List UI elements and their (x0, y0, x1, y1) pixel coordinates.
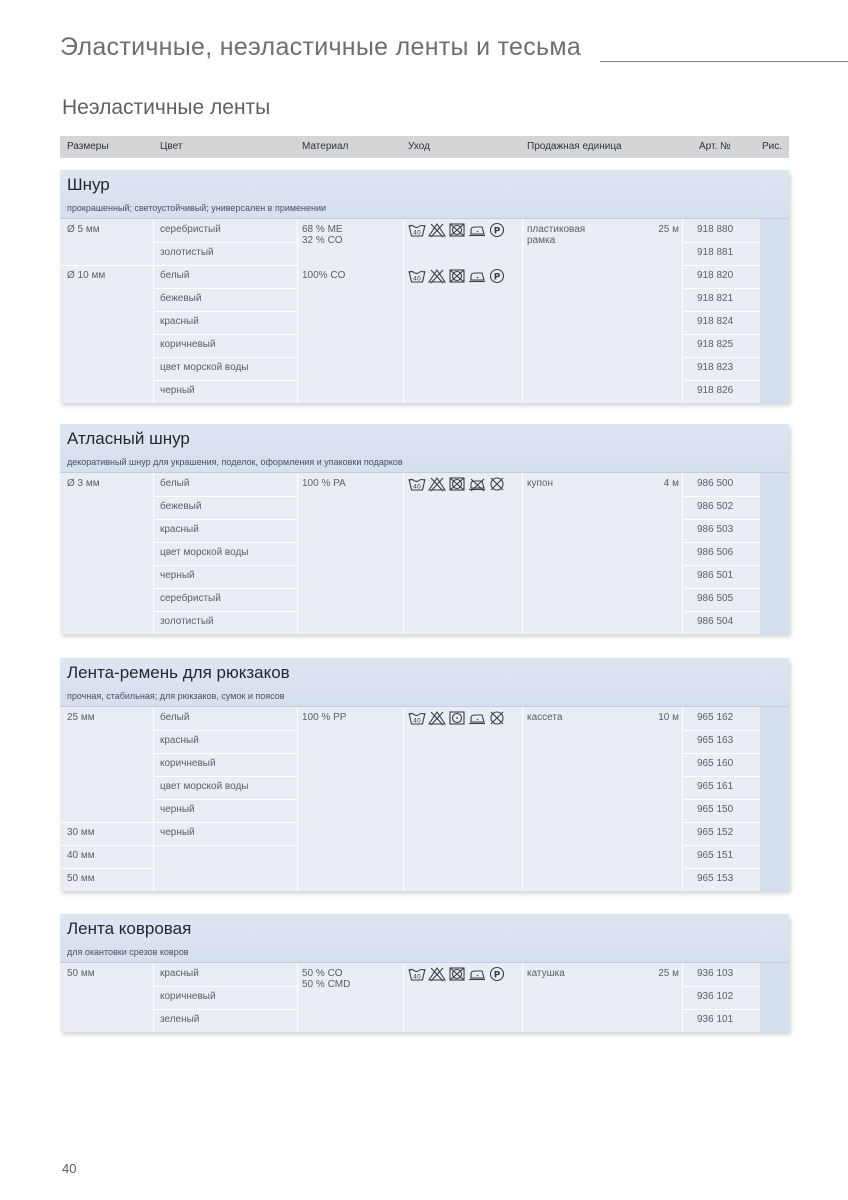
table-header (60, 136, 789, 158)
row-separator (154, 542, 297, 543)
svg-text:40: 40 (413, 717, 421, 725)
color-cell: бежевый (160, 293, 202, 304)
row-separator (60, 845, 153, 846)
row-separator (683, 311, 760, 312)
product-description: для окантовки срезов ковров (67, 947, 189, 957)
table-row (60, 496, 789, 519)
product-header (60, 424, 789, 473)
no-bleach-icon (428, 268, 446, 284)
table-row (60, 845, 789, 868)
product-block-satin-cord (60, 424, 789, 634)
article-number: 918 824 (697, 316, 734, 327)
iron-icon (468, 710, 486, 726)
row-separator (154, 1009, 297, 1010)
product-description: декоративный шнур для украшения, поделок, оформления и упаковки подарков (67, 457, 403, 467)
tumble-dry-icon (448, 710, 466, 726)
row-separator (683, 565, 760, 566)
no-tumble-dry-icon (448, 268, 466, 284)
row-separator (683, 611, 760, 612)
table-row (60, 979, 789, 1009)
header-care: Уход (408, 141, 430, 152)
dry-clean-p-icon (488, 966, 506, 982)
header-picture: Рис. (762, 141, 783, 152)
article-number: 965 161 (697, 781, 734, 792)
svg-text:40: 40 (413, 275, 421, 283)
product-rows (60, 473, 789, 634)
color-cell: черный (160, 570, 195, 581)
page-title: Эластичные, неэластичные ленты и тесьма (60, 33, 582, 61)
row-separator (154, 753, 297, 754)
table-row (60, 219, 789, 242)
material-cell: 68 % ME (302, 224, 343, 235)
size-cell: 50 мм (67, 873, 95, 884)
product-block-cord (60, 170, 789, 403)
product-header (60, 914, 789, 963)
article-number: 986 503 (697, 524, 734, 535)
wash-40-icon (408, 710, 426, 726)
product-name: Шнур (67, 175, 110, 194)
row-separator (683, 496, 760, 497)
material-cell: 50 % CMD (302, 979, 351, 990)
color-cell: цвет морской воды (160, 781, 249, 792)
table-row (60, 1009, 789, 1032)
article-number: 918 826 (697, 385, 734, 396)
row-separator (154, 611, 297, 612)
row-separator (60, 868, 153, 869)
row-separator (683, 588, 760, 589)
no-bleach-icon (428, 966, 446, 982)
color-cell: красный (160, 316, 199, 327)
material-cell: 32 % CO (302, 235, 343, 246)
row-separator (154, 288, 297, 289)
header-unit: Продажная единица (527, 141, 622, 152)
row-separator (154, 357, 297, 358)
size-cell: Ø 10 мм (67, 270, 106, 281)
care-symbols (408, 476, 506, 492)
no-tumble-dry-icon (448, 222, 466, 238)
product-block-backpack-strap (60, 658, 789, 891)
row-separator (154, 265, 297, 266)
care-symbols (408, 268, 506, 284)
wash-40-icon (408, 476, 426, 492)
page-number: 40 (62, 1161, 77, 1176)
row-separator (683, 265, 760, 266)
color-cell: золотистый (160, 616, 214, 627)
table-row (60, 235, 789, 265)
article-number: 986 505 (697, 593, 734, 604)
article-number: 936 101 (697, 1014, 734, 1025)
table-row (60, 707, 789, 730)
quantity-cell: 25 м (658, 224, 679, 235)
row-separator (154, 565, 297, 566)
color-cell: белый (160, 478, 190, 489)
unit-cell: рамка (527, 235, 556, 246)
table-row (60, 519, 789, 542)
table-row (60, 380, 789, 403)
header-size: Размеры (67, 141, 109, 152)
color-cell: черный (160, 385, 195, 396)
svg-text:40: 40 (413, 973, 421, 981)
row-separator (154, 986, 297, 987)
dry-clean-p-icon (488, 222, 506, 238)
no-tumble-dry-icon (448, 966, 466, 982)
table-row (60, 868, 789, 891)
wash-40-icon (408, 268, 426, 284)
table-row (60, 311, 789, 334)
row-separator (154, 519, 297, 520)
unit-cell: пластиковая (527, 224, 586, 235)
article-number: 918 825 (697, 339, 734, 350)
row-separator (683, 845, 760, 846)
color-cell: красный (160, 968, 199, 979)
svg-text:40: 40 (413, 229, 421, 237)
row-separator (683, 868, 760, 869)
table-row (60, 565, 789, 588)
table-row (60, 822, 789, 845)
size-cell: 25 мм (67, 712, 95, 723)
row-separator (683, 542, 760, 543)
material-cell: 50 % CO (302, 968, 343, 979)
article-number: 986 500 (697, 478, 734, 489)
no-tumble-dry-icon (448, 476, 466, 492)
product-description: прокрашенный; светоустойчивый; универсален в применении (67, 203, 327, 213)
row-separator (683, 357, 760, 358)
no-iron-icon (468, 476, 486, 492)
color-cell: коричневый (160, 339, 216, 350)
quantity-cell: 4 м (663, 478, 679, 489)
no-bleach-icon (428, 710, 446, 726)
row-separator (60, 822, 153, 823)
iron-icon (468, 966, 486, 982)
article-number: 965 151 (697, 850, 734, 861)
color-cell: серебристый (160, 593, 221, 604)
table-row (60, 753, 789, 776)
table-row (60, 776, 789, 799)
color-cell: коричневый (160, 758, 216, 769)
article-number: 918 820 (697, 270, 734, 281)
table-row (60, 611, 789, 634)
wash-40-icon (408, 966, 426, 982)
row-separator (683, 334, 760, 335)
product-rows (60, 963, 789, 1032)
row-separator (154, 776, 297, 777)
product-name: Атласный шнур (67, 429, 190, 448)
product-description: прочная, стабильная; для рюкзаков, сумок и поясов (67, 691, 285, 701)
color-cell: цвет морской воды (160, 362, 249, 373)
unit-cell: кассета (527, 712, 563, 723)
svg-text:P: P (493, 272, 501, 283)
material-cell: 100 % PP (302, 712, 347, 723)
product-header (60, 658, 789, 707)
row-separator (154, 822, 297, 823)
svg-text:40: 40 (413, 483, 421, 491)
care-symbols (408, 222, 506, 238)
quantity-cell: 10 м (658, 712, 679, 723)
no-bleach-icon (428, 222, 446, 238)
size-cell: 50 мм (67, 968, 95, 979)
row-separator (154, 242, 297, 243)
article-number: 918 881 (697, 247, 734, 258)
row-separator (683, 1009, 760, 1010)
row-separator (683, 730, 760, 731)
iron-icon (468, 222, 486, 238)
color-cell: зеленый (160, 1014, 200, 1025)
article-number: 965 152 (697, 827, 734, 838)
article-number: 965 160 (697, 758, 734, 769)
material-cell: 100 % PA (302, 478, 346, 489)
table-row (60, 357, 789, 380)
row-separator (683, 986, 760, 987)
row-separator (154, 496, 297, 497)
svg-text:P: P (493, 226, 501, 237)
article-number: 965 150 (697, 804, 734, 815)
size-cell: Ø 5 мм (67, 224, 100, 235)
color-cell: серебристый (160, 224, 221, 235)
size-cell: 40 мм (67, 850, 95, 861)
no-dry-clean-icon (488, 476, 506, 492)
color-cell: белый (160, 270, 190, 281)
iron-icon (468, 268, 486, 284)
row-separator (154, 334, 297, 335)
table-row (60, 265, 789, 288)
row-separator (683, 519, 760, 520)
row-separator (154, 380, 297, 381)
material-cell: 100% CO (302, 270, 346, 281)
svg-text:P: P (493, 970, 501, 981)
product-rows (60, 707, 789, 891)
article-number: 986 504 (697, 616, 734, 627)
table-row (60, 473, 789, 496)
dry-clean-p-icon (488, 268, 506, 284)
article-number: 918 880 (697, 224, 734, 235)
product-header (60, 170, 789, 219)
table-row (60, 334, 789, 357)
table-row (60, 963, 789, 986)
row-separator (683, 753, 760, 754)
product-rows (60, 219, 789, 403)
row-separator (683, 288, 760, 289)
size-cell: Ø 3 мм (67, 478, 100, 489)
row-separator (683, 380, 760, 381)
product-name: Лента ковровая (67, 919, 192, 938)
size-cell: 30 мм (67, 827, 95, 838)
care-symbols (408, 710, 506, 726)
row-separator (683, 242, 760, 243)
header-article: Арт. № (699, 141, 731, 152)
table-row (60, 799, 789, 822)
article-number: 965 163 (697, 735, 734, 746)
article-number: 936 103 (697, 968, 734, 979)
article-number: 918 823 (697, 362, 734, 373)
wash-40-icon (408, 222, 426, 238)
color-cell: белый (160, 712, 190, 723)
product-block-carpet-tape (60, 914, 789, 1032)
color-cell: красный (160, 524, 199, 535)
row-separator (60, 265, 153, 266)
table-row (60, 730, 789, 753)
article-number: 918 821 (697, 293, 734, 304)
unit-cell: купон (527, 478, 553, 489)
article-number: 965 153 (697, 873, 734, 884)
color-cell: коричневый (160, 991, 216, 1002)
quantity-cell: 25 м (658, 968, 679, 979)
product-name: Лента-ремень для рюкзаков (67, 663, 290, 682)
color-cell: цвет морской воды (160, 547, 249, 558)
color-cell: черный (160, 804, 195, 815)
table-row (60, 288, 789, 311)
color-cell: золотистый (160, 247, 214, 258)
color-cell: бежевый (160, 501, 202, 512)
unit-cell: катушка (527, 968, 565, 979)
article-number: 936 102 (697, 991, 734, 1002)
header-material: Материал (302, 141, 349, 152)
section-title: Неэластичные ленты (62, 96, 271, 119)
article-number: 986 501 (697, 570, 734, 581)
title-rule (600, 61, 848, 62)
row-separator (154, 311, 297, 312)
no-bleach-icon (428, 476, 446, 492)
row-separator (154, 845, 297, 846)
row-separator (683, 776, 760, 777)
table-row (60, 588, 789, 611)
article-number: 986 506 (697, 547, 734, 558)
row-separator (683, 822, 760, 823)
row-separator (154, 588, 297, 589)
article-number: 965 162 (697, 712, 734, 723)
article-number: 986 502 (697, 501, 734, 512)
row-separator (154, 730, 297, 731)
row-separator (683, 799, 760, 800)
no-dry-clean-icon (488, 710, 506, 726)
color-cell: черный (160, 827, 195, 838)
row-separator (154, 799, 297, 800)
care-symbols (408, 966, 506, 982)
color-cell: красный (160, 735, 199, 746)
table-row (60, 542, 789, 565)
header-color: Цвет (160, 141, 183, 152)
